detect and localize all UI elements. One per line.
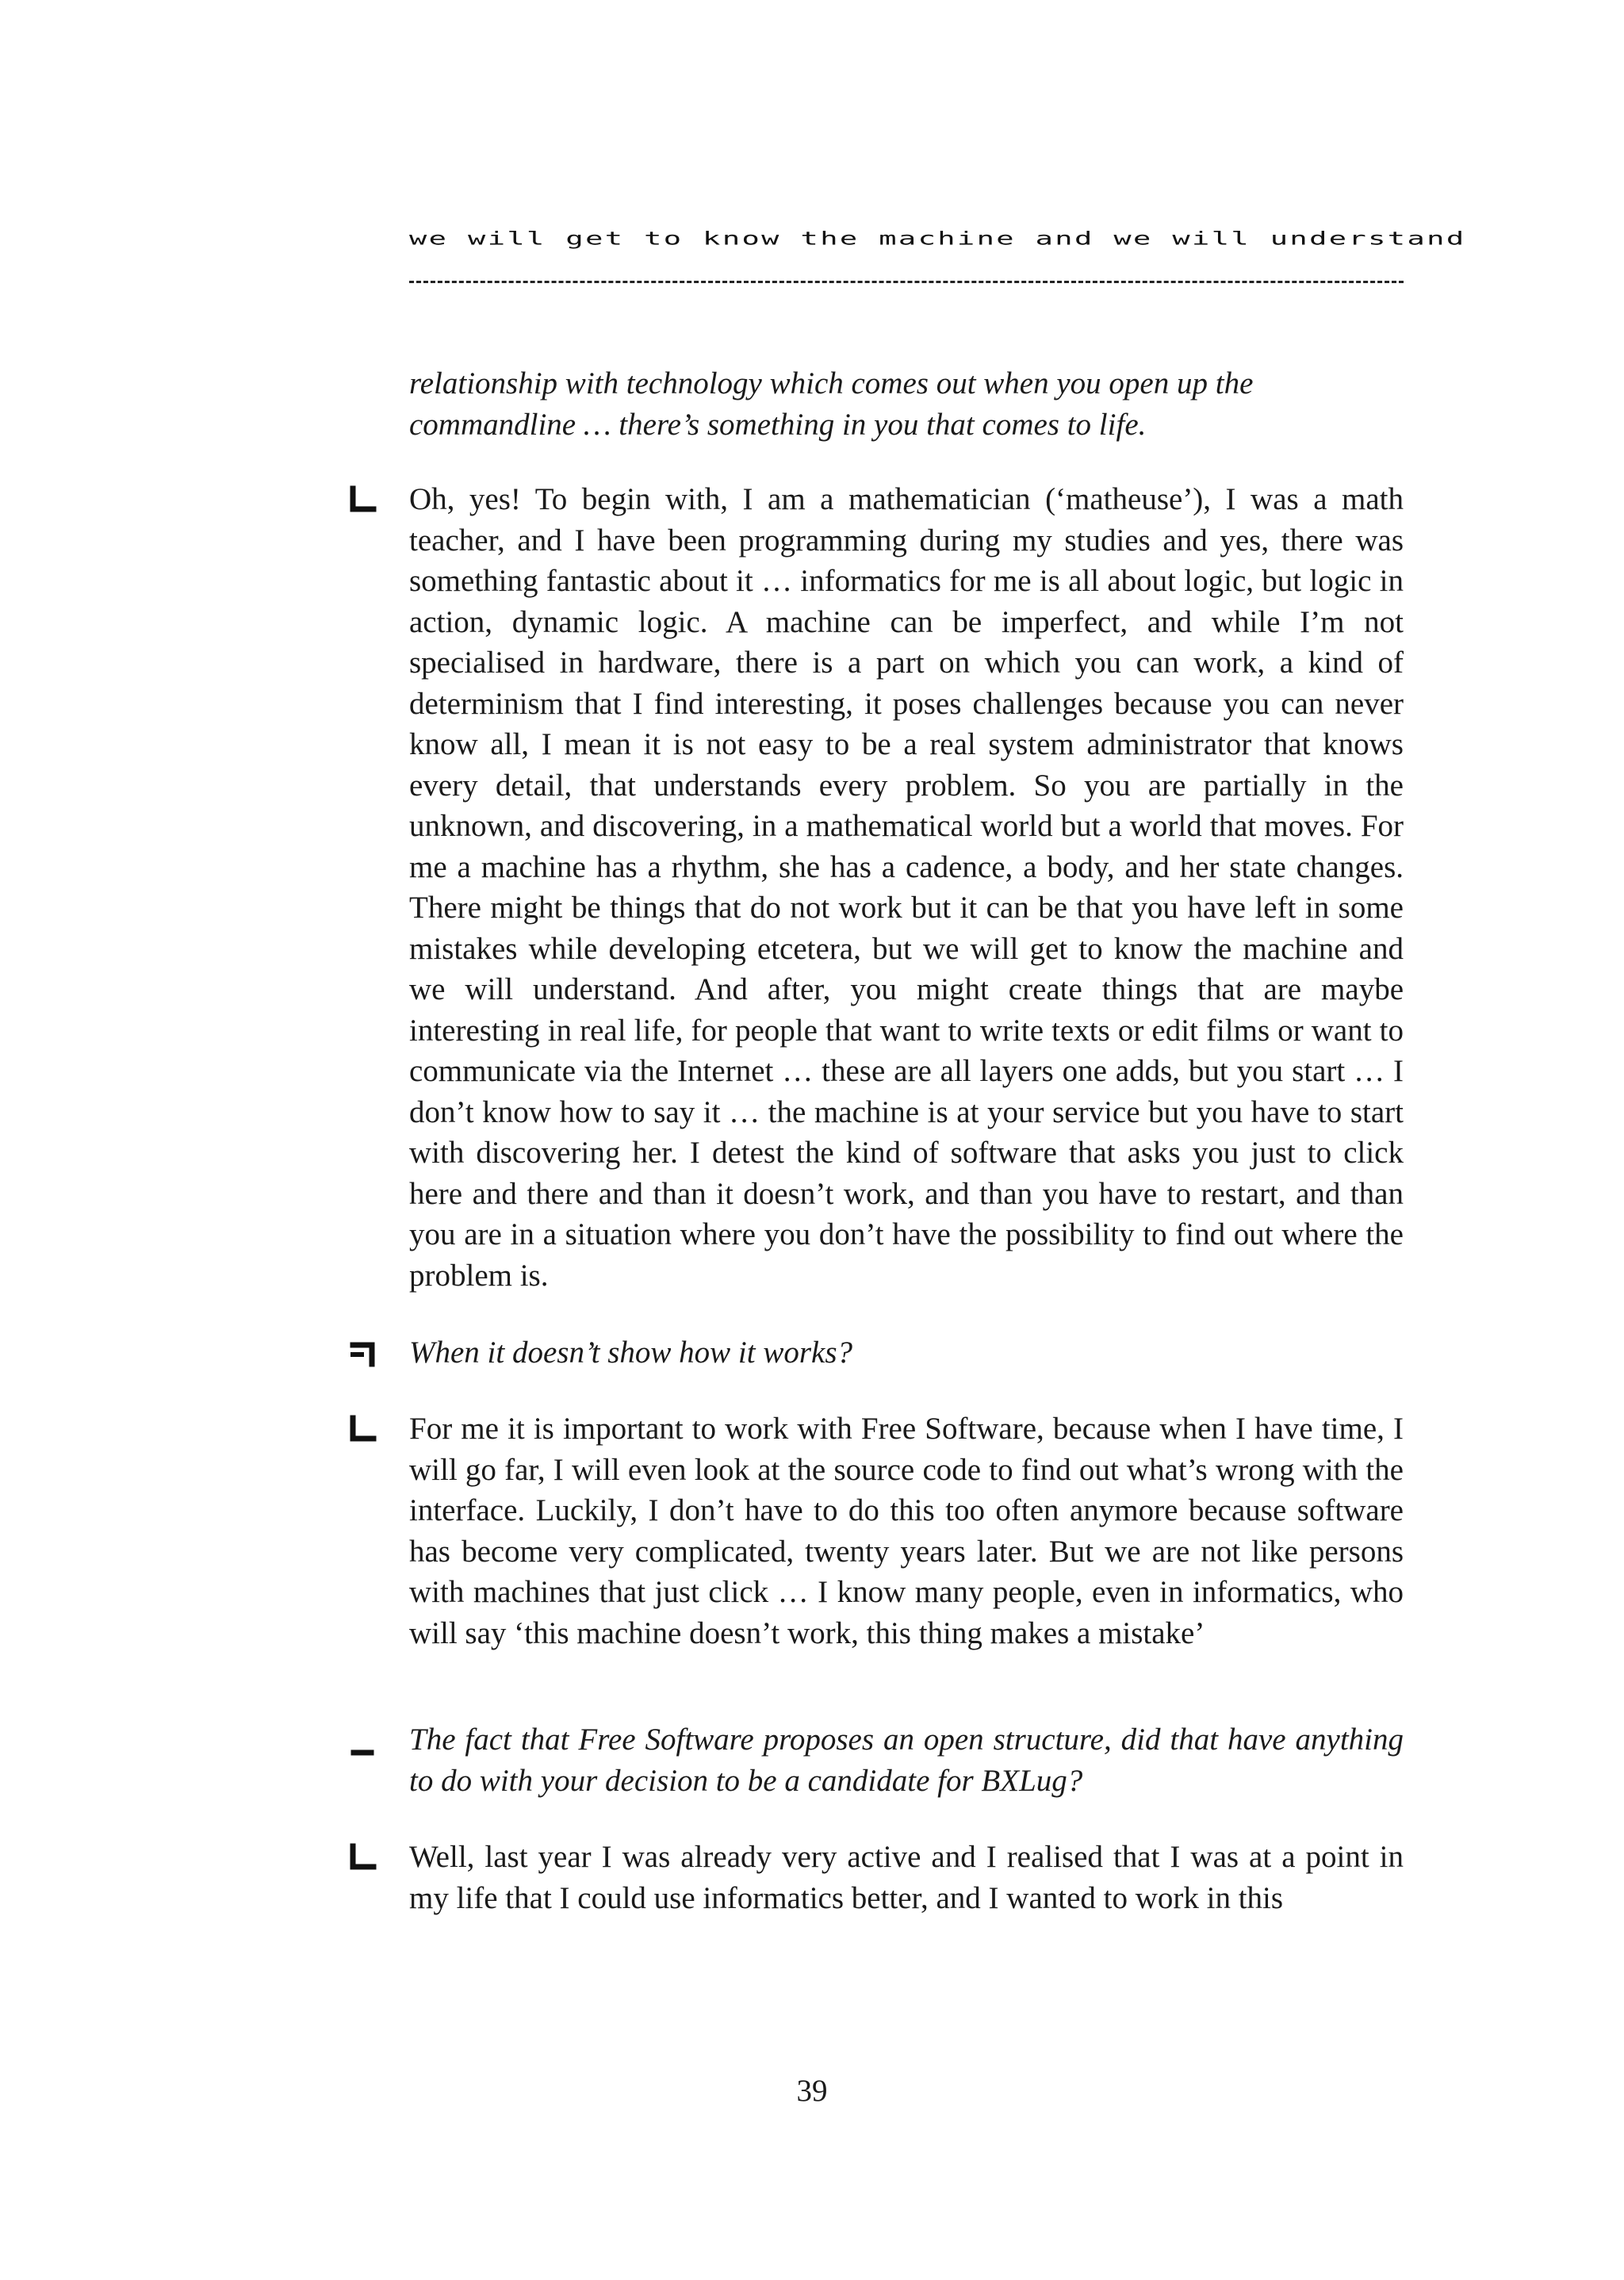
interviewer-question-continued: relationship with technology which comes out when you open up the commandline … there’s something in you that comes to life. — [409, 366, 1254, 442]
page-number: 39 — [796, 2074, 828, 2108]
header-rule — [409, 281, 1404, 283]
running-header: we will get to know the machine and we will understand — [409, 228, 1466, 249]
dash-icon — [349, 1738, 381, 1770]
corner-bracket-icon — [349, 485, 381, 517]
interviewee-answer: Oh, yes! To begin with, I am a mathematician (‘matheuse’), I was a math teacher, and I have been programming during my studies and yes, there was something fantastic about it … informatics for me is all about logic, but logic in action, dynamic logic. A machine can be imperfect, and while I’m not specialised in hardware, there is a part on which you can work, a kind of determinism that I find interesting, it poses challenges because you can never know all, I mean it is not easy to be a real system administrator that knows every detail, that understands every problem. So you are partially in the unknown, and discovering, in a mathematical world but a world that moves. For me a machine has a rhythm, she has a cadence, a body, and her state changes. There might be things that do not work but it can be that you have left in some mistakes while developing etcetera, but we will get to know the machine and we will understand. And after, you might create things that are maybe interesting in real life, for people that want to write texts or edit films or want to communicate via the Internet … these are all layers one adds, but you start … I don’t know how to say it … the machine is at your service but you have to start with discovering her. I detest the kind of software that asks you just to click here and there and than it doesn’t work, and than you have to restart, and than you are in a situation where you don’t have the possibility to find out where the problem is. — [409, 482, 1404, 1293]
interviewee-answer: Well, last year I was already very active and I realised that I was at a point in my life that I could use informatics better, and I wanted to work in this — [409, 1840, 1404, 1915]
corner-bracket-icon — [349, 1415, 381, 1447]
corner-bracket-icon — [349, 1843, 381, 1875]
interviewer-question: The fact that Free Software proposes an open structure, did that have anything to do with your decision to be a candidate for BXLug? — [409, 1722, 1404, 1798]
interviewee-answer: For me it is important to work with Free Software, because when I have time, I will go far, I will even look at the source code to find out what’s wrong with the interface. Luckily, I don’t have to do this too often anymore because software has become very complicated, twenty years later. But we are not like persons with machines that just click … I know many people, even in informatics, who will say ‘this machine doesn’t work, this thing makes a mistake’ — [409, 1412, 1404, 1650]
hook-corner-icon — [349, 1339, 381, 1370]
interviewer-question: When it doesn’t show how it works? — [409, 1335, 853, 1370]
